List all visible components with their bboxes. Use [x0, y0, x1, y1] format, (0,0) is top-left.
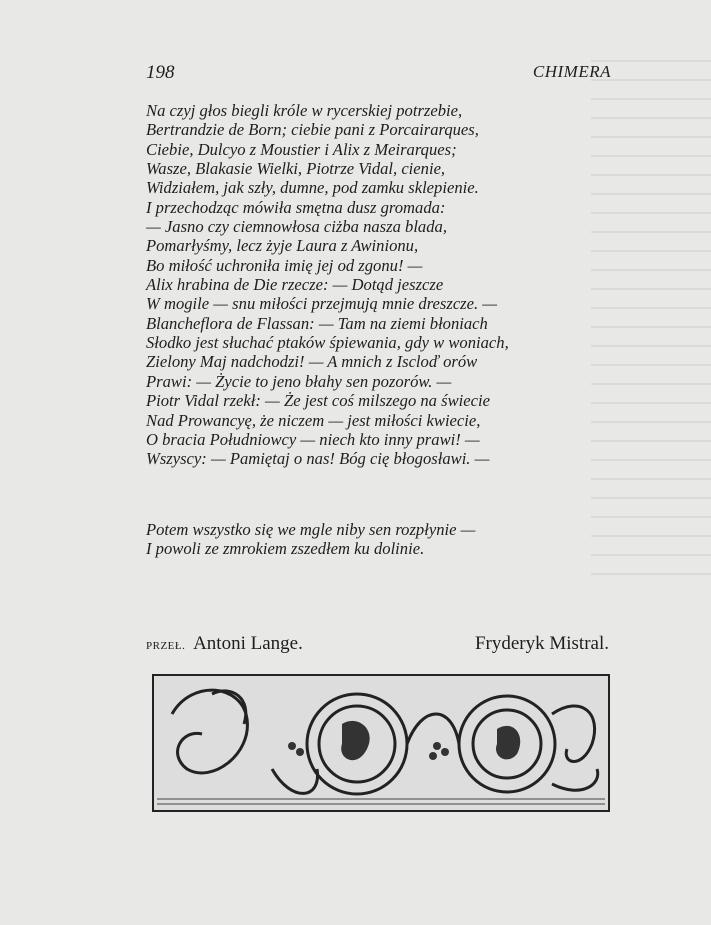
poem-line: Potem wszystko się we mgle niby sen rozpłynie — — [146, 520, 476, 539]
poem-line: I powoli ze zmrokiem zszedłem ku dolinie. — [146, 539, 425, 559]
poem-line: Bertrandzie de Born; ciebie pani z Porcairarques, — [146, 120, 479, 140]
poem-line: Blancheflora de Flassan: — Tam na ziemi błoniach — [146, 313, 488, 333]
poem-line: — Jasno czy ciemnowłosa ciżba nasza blada, — [146, 217, 447, 237]
poem-line: Słodko jest słuchać ptaków śpiewania, gdy w woniach, — [146, 333, 509, 353]
poem-line: Nad Prowancyę, że niczem — jest miłości kwiecie, — [146, 410, 481, 430]
poem-line: I przechodząc mówiła smętna dusz gromada: — [146, 197, 446, 217]
show-through-text — [591, 60, 711, 580]
running-head: CHIMERA — [532, 62, 611, 81]
poem-line: Wasze, Blakasie Wielki, Piotrze Vidal, cienie, — [146, 159, 446, 179]
decorative-vignette — [152, 674, 610, 812]
poem-line: Bo miłość uchroniła imię jej od zgonu! — — [146, 255, 423, 275]
translator-label: PRZEŁ. — [146, 640, 186, 652]
poem-line: Ciebie, Dulcyo z Moustier i Alix z Meirarques; — [146, 139, 457, 159]
poem-line: Widziałem, jak szły, dumne, pod zamku sklepienie. — [146, 178, 479, 198]
poem-line: Wszyscy: — Pamiętaj o nas! Bóg cię błogosławi. — — [146, 449, 490, 469]
poem-line: O bracia Południowcy — niech kto inny prawi! — — [146, 429, 480, 449]
poem-line: Prawi: — Życie to jeno błahy sen pozorów. — — [146, 371, 452, 391]
page-number: 198 — [146, 62, 175, 83]
translator-credit — [146, 633, 303, 655]
poem-line: Zielony Maj nadchodzi! — A mnich z Iscloď orów — [146, 352, 478, 372]
poem-stanza-2 — [146, 520, 475, 559]
poem-line: Alix hrabina de Die rzecze: — Dotąd jeszcze — [146, 275, 444, 295]
poem-line: Pomarłyśmy, lecz żyje Laura z Awinionu, — [146, 236, 419, 256]
author-name: Fryderyk Mistral. — [474, 633, 609, 654]
poem-line: Na czyj głos biegli króle w rycerskiej potrzebie, — [146, 101, 463, 120]
poem-line: W mogile — snu miłości przejmują mnie dreszcze. — — [146, 294, 498, 314]
translator-name: Antoni Lange. — [193, 633, 303, 654]
poem-stanza-1 — [146, 101, 509, 469]
poem-line: Piotr Vidal rzekł: — Że jest coś milszego na świecie — [146, 391, 490, 411]
